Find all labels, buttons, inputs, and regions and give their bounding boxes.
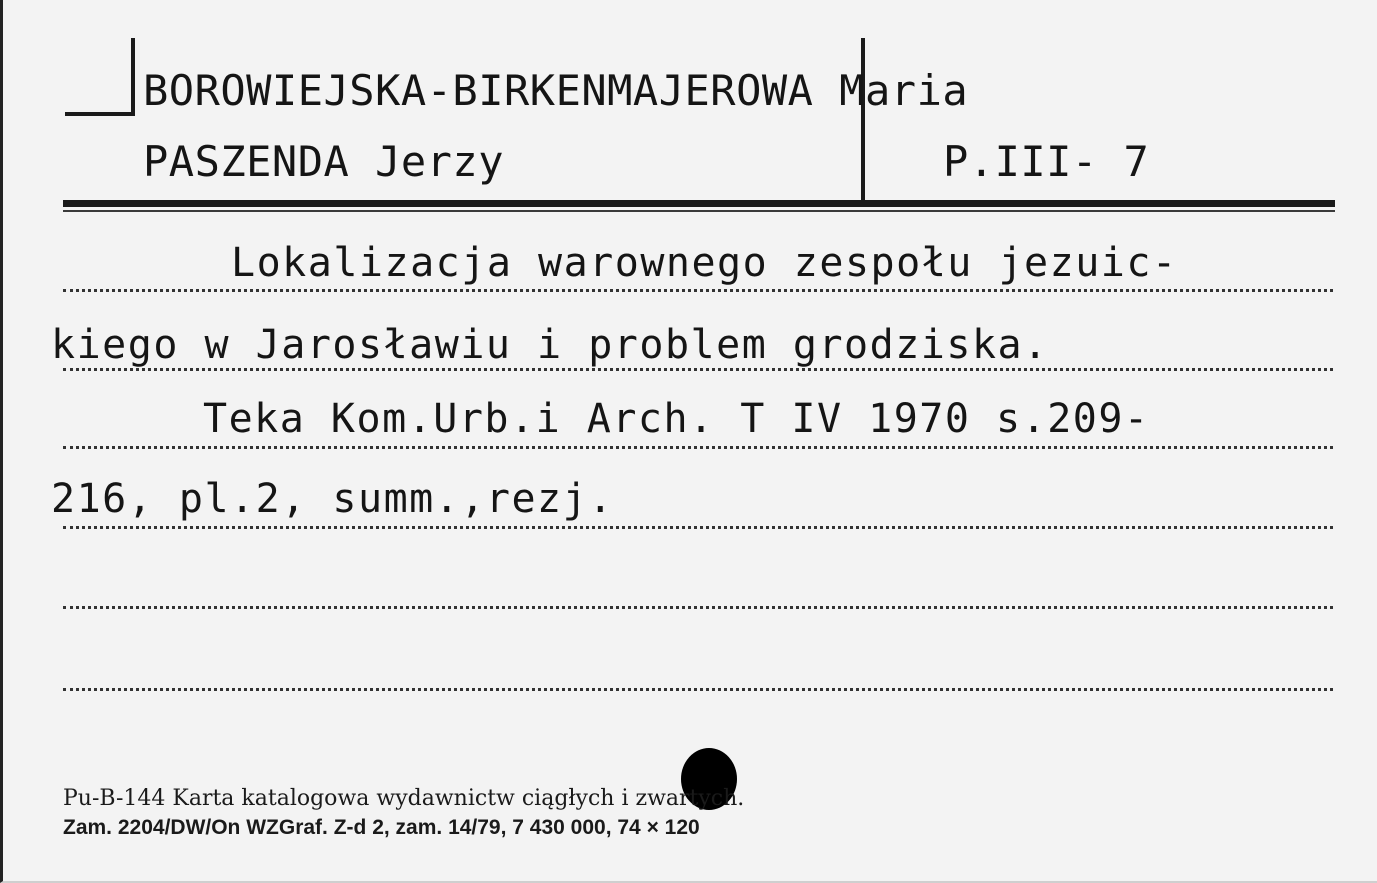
title-line-1: Lokalizacja warownego zespołu jezuic- xyxy=(231,240,1178,286)
author-heading: BOROWIEJSKA-BIRKENMAJEROWA Maria xyxy=(143,66,969,115)
ruled-line-4 xyxy=(63,526,1333,529)
header-column-divider xyxy=(861,38,865,200)
shelfmark: P.III- 7 xyxy=(943,137,1150,186)
ruled-line-3 xyxy=(63,446,1333,449)
source-line-2: 216, pl.2, summ.,rezj. xyxy=(51,476,614,522)
ruled-line-5 xyxy=(63,606,1333,609)
print-order-info: Zam. 2204/DW/On WZGraf. Z-d 2, zam. 14/79, 7 430 000, 74 × 120 xyxy=(63,816,700,839)
ruled-line-2 xyxy=(63,368,1333,371)
ruled-line-1 xyxy=(63,289,1333,292)
form-caption: Pu-B-144 Karta katalogowa wydawnictw ciągłych i zwartych. xyxy=(63,786,745,811)
header-rule-thin xyxy=(63,210,1335,212)
coauthor-heading: PASZENDA Jerzy xyxy=(143,137,505,186)
header-bracket-base xyxy=(65,112,133,116)
header-rule-thick xyxy=(63,200,1335,207)
header-bracket-stem xyxy=(131,38,135,116)
ruled-line-6 xyxy=(63,688,1333,691)
title-line-2: kiego w Jarosławiu i problem grodziska. xyxy=(51,322,1049,368)
source-line-1: Teka Kom.Urb.i Arch. T IV 1970 s.209- xyxy=(203,396,1150,442)
